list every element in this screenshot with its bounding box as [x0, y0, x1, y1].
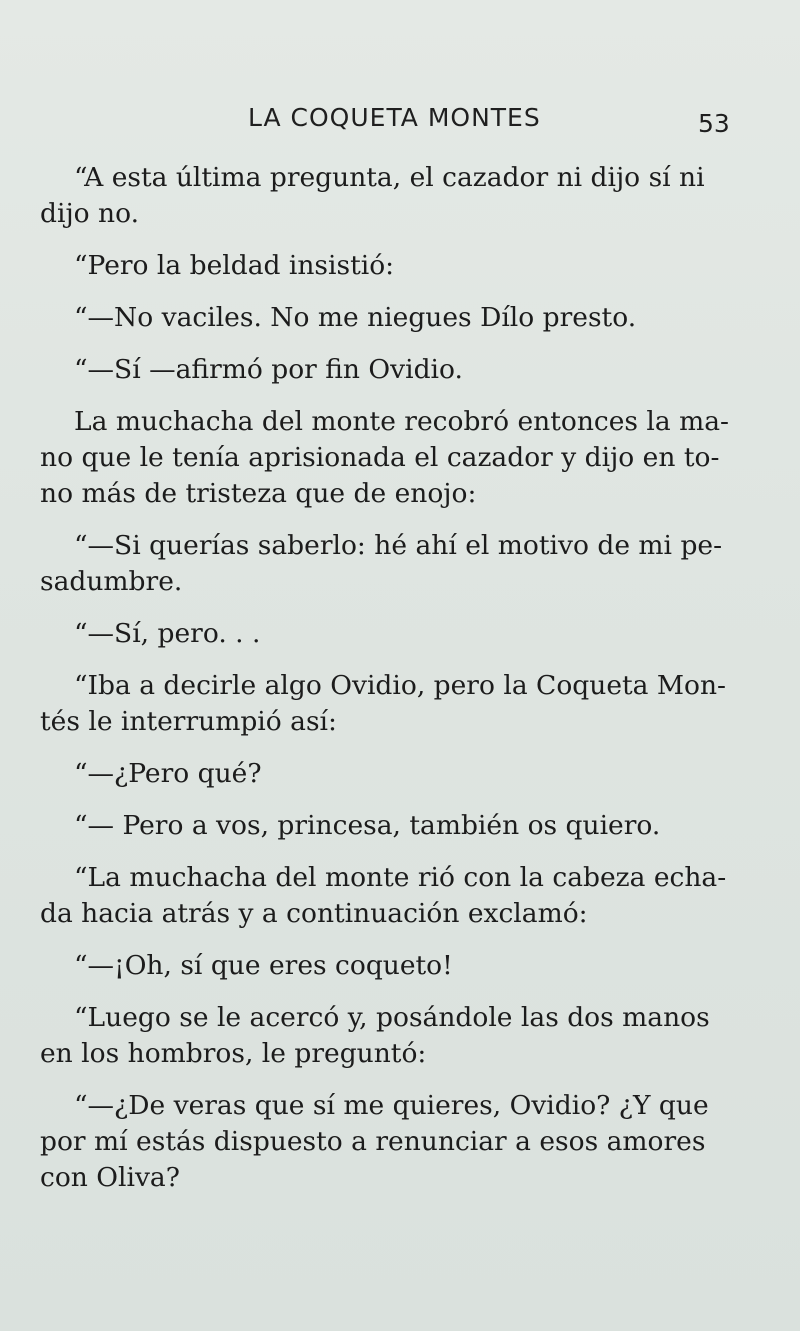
- paragraph-5: La muchacha del monte recobró entonces la ma- no que le tenía aprisionada el cazador y dijo en to- no más de tristeza que de enojo:: [40, 406, 730, 509]
- paragraph-3: “—No vaciles. No me niegues Dílo presto.: [74, 302, 637, 333]
- running-title: LA COQUETA MONTES: [248, 103, 541, 132]
- body-text: [40, 160, 772, 1212]
- paragraph-11: “La muchacha del monte rió con la cabeza echa- da hacia atrás y a continuación exclamó:: [40, 862, 727, 929]
- paragraph-6: “—Si querías saberlo: hé ahí el motivo de mi pe- sadumbre.: [40, 530, 723, 597]
- paragraph-4: “—Sí —afirmó por fin Ovidio.: [74, 354, 463, 385]
- paragraph-8: “Iba a decirle algo Ovidio, pero la Coqueta Mon- tés le interrumpió así:: [40, 670, 726, 737]
- paragraph-12: “—¡Oh, sí que eres coqueto!: [74, 950, 453, 981]
- paragraph-1: “A esta última pregunta, el cazador ni dijo sí ni dijo no.: [40, 162, 705, 229]
- paragraph-9: “—¿Pero qué?: [74, 758, 262, 789]
- page-number: 53: [698, 109, 730, 138]
- paragraph-14: “—¿De veras que sí me quieres, Ovidio? ¿Y que por mí estás dispuesto a renunciar a esos amores con Oliva?: [40, 1090, 709, 1193]
- paragraph-7: “—Sí, pero. . .: [74, 618, 261, 649]
- paragraph-2: “Pero la beldad insistió:: [74, 250, 395, 281]
- running-header: [0, 103, 800, 143]
- paragraph-13: “Luego se le acercó y, posándole las dos manos en los hombros, le preguntó:: [40, 1002, 710, 1069]
- paragraph-10: “— Pero a vos, princesa, también os quiero.: [74, 810, 661, 841]
